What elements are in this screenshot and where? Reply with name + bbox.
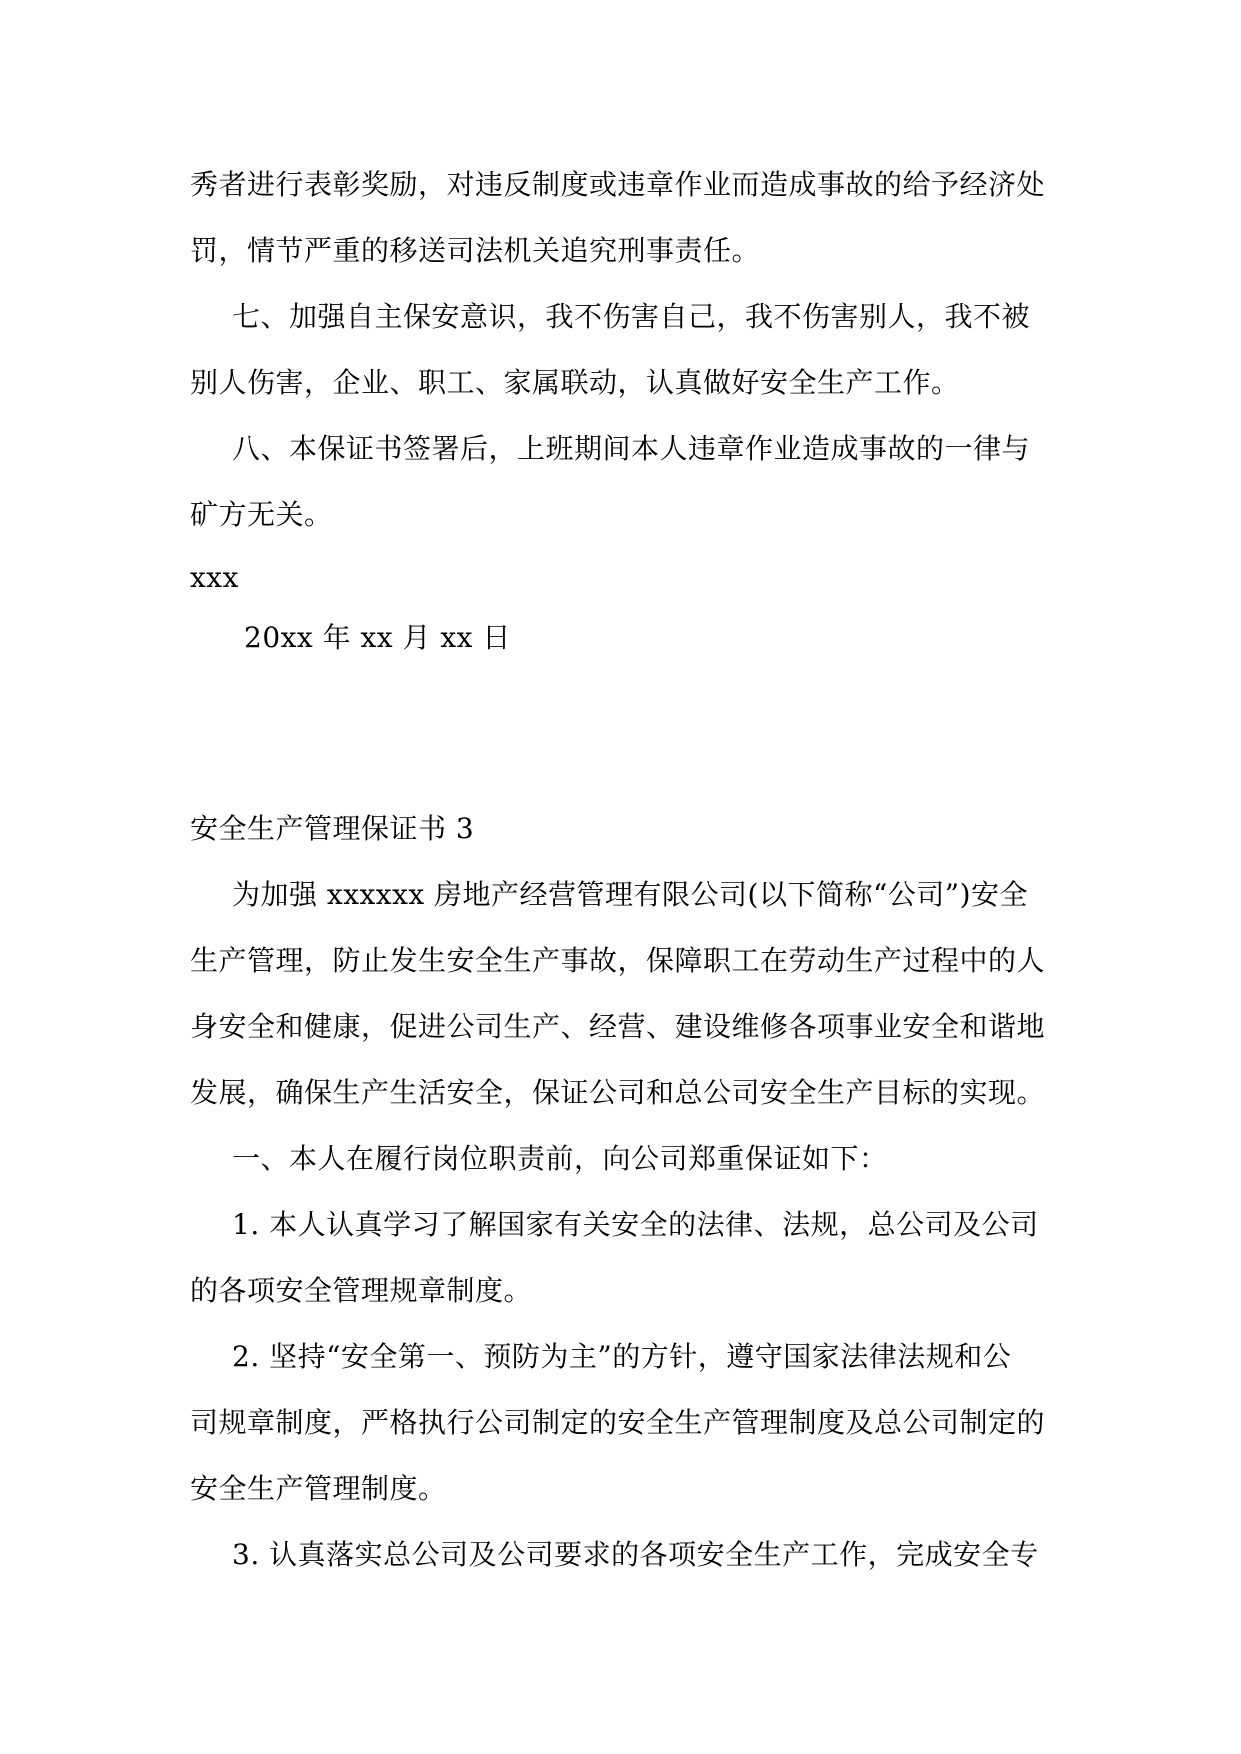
paragraph-line: 身安全和健康，促进公司生产、经营、建设维修各项事业安全和谐地 [190,1010,1046,1043]
signature-name: xxx [190,561,239,594]
paragraph-line: 3. 认真落实总公司及公司要求的各项安全生产工作，完成安全专 [232,1538,1039,1571]
paragraph-line: 矿方无关。 [190,498,333,531]
paragraph-line: 七、加强自主保安意识，我不伤害自己，我不伤害别人，我不被 [232,300,1031,333]
paragraph-line: 的各项安全管理规章制度。 [190,1274,533,1307]
paragraph-line: 八、本保证书签署后，上班期间本人违章作业造成事故的一律与 [232,432,1031,465]
paragraph-line: 发展，确保生产生活安全，保证公司和总公司安全生产目标的实现。 [190,1076,1046,1109]
paragraph-line: 安全生产管理制度。 [190,1472,447,1505]
paragraph-line: 2. 坚持“安全第一、预防为主”的方针，遵守国家法律法规和公 [232,1340,1012,1373]
paragraph-line: 司规章制度，严格执行公司制定的安全生产管理制度及总公司制定的 [190,1406,1046,1439]
paragraph-line: 1. 本人认真学习了解国家有关安全的法律、法规，总公司及公司 [232,1208,1039,1241]
paragraph-line: 一、本人在履行岗位职责前，向公司郑重保证如下： [232,1142,888,1175]
paragraph-line: 生产管理，防止发生安全生产事故，保障职工在劳动生产过程中的人 [190,944,1046,977]
section-title: 安全生产管理保证书 3 [190,812,475,845]
paragraph-line: 别人伤害，企业、职工、家属联动，认真做好安全生产工作。 [190,366,960,399]
paragraph-line: 秀者进行表彰奖励，对违反制度或违章作业而造成事故的给予经济处 [190,168,1046,201]
paragraph-line: 为加强 xxxxxx 房地产经营管理有限公司(以下简称“公司”)安全 [232,878,1029,911]
signature-date: 20xx 年 xx 月 xx 日 [244,621,511,654]
paragraph-line: 罚，情节严重的移送司法机关追究刑事责任。 [190,234,761,267]
